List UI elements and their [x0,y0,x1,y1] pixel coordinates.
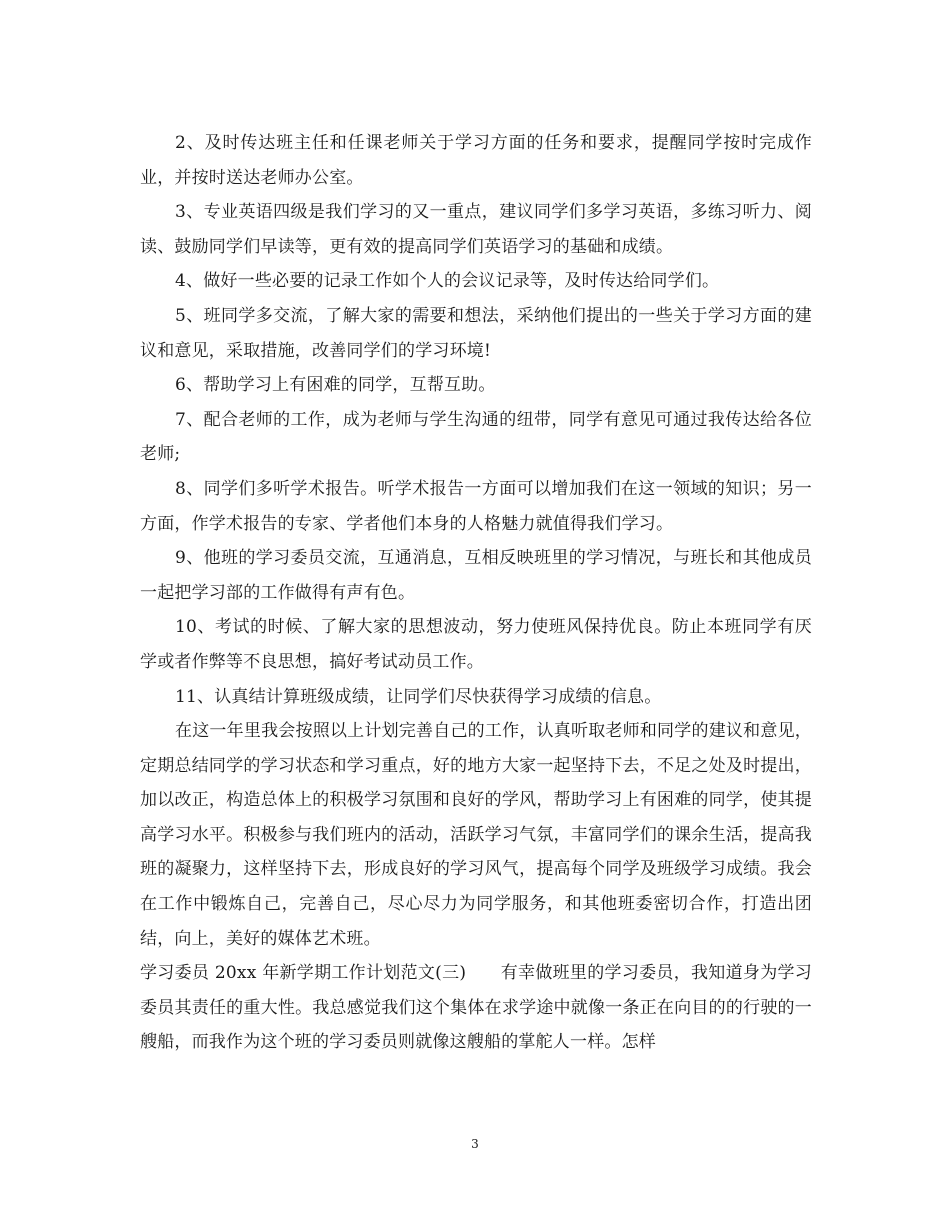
paragraph-item-10: 10、考试的时候、了解大家的思想波动，努力使班风保持优良。防止本班同学有厌学或者作弊等不良思想，搞好考试动员工作。 [140,617,812,672]
page-number: 3 [471,1137,479,1151]
document-body [140,126,812,1060]
section-heading: 学习委员 20xx 年新学期工作计划范文(三) [140,963,467,984]
heading-gap [466,963,500,983]
paragraph-item-5: 5、班同学多交流，了解大家的需要和想法，采纳他们提出的一些关于学习方面的建议和意见，采取措施，改善同学们的学习环境! [140,305,812,361]
paragraph-item-11: 11、认真结计算班级成绩，让同学们尽快获得学习成绩的信息。 [175,686,662,707]
final-paragraph-text: 有幸做班里的学习委员，我知道身为学习委员其责任的重大性。我总感觉我们这个集体在求学途中就像一条正在向目的的行驶的一艘船，而我作为这个班的学习委员则就像这艘船的掌舵人一样。怎样 [140,963,812,1053]
paragraph-item-9: 9、他班的学习委员交流，互通消息，互相反映班里的学习情况，与班长和其他成员一起把学习部的工作做得有声有色。 [140,548,812,603]
paragraph-item-3: 3、专业英语四级是我们学习的又一重点，建议同学们多学习英语，多练习听力、阅读、鼓励同学们早读等，更有效的提高同学们英语学习的基础和成绩。 [140,202,812,257]
summary-paragraph: 在这一年里我会按照以上计划完善自己的工作，认真听取老师和同学的建议和意见，定期总结同学的学习状态和学习重点，好的地方大家一起坚持下去，不足之处及时提出，加以改正，构造总体上的积极学习氛围和良好的学风，帮助学习上有困难的同学，使其提高学习水平。积极参与我们班内的活动，活跃学习气氛，丰富同学们的课余生活，提高我班的凝聚力，这样坚持下去，形成良好的学习风气，提高每个同学及班级学习成绩。我会在工作中锻炼自己，完善自己，尽心尽力为同学服务，和其他班委密切合作，打造出团结，向上，美好的媒体艺术班。 [140,721,812,949]
paragraph-item-2: 2、及时传达班主任和任课老师关于学习方面的任务和要求，提醒同学按时完成作业，并按时送达老师办公室。 [140,133,812,188]
final-paragraph [140,956,812,1060]
paragraph-item-6: 6、帮助学习上有困难的同学，互帮互助。 [175,375,496,396]
paragraph-item-8: 8、同学们多听学术报告。听学术报告一方面可以增加我们在这一领域的知识；另一方面，作学术报告的专家、学者他们本身的人格魅力就值得我们学习。 [140,478,812,534]
paragraph-item-7: 7、配合老师的工作，成为老师与学生沟通的纽带，同学有意见可通过我传达给各位老师; [140,409,812,465]
paragraph-item-4: 4、做好一些必要的记录工作如个人的会议记录等，及时传达给同学们。 [175,271,720,292]
